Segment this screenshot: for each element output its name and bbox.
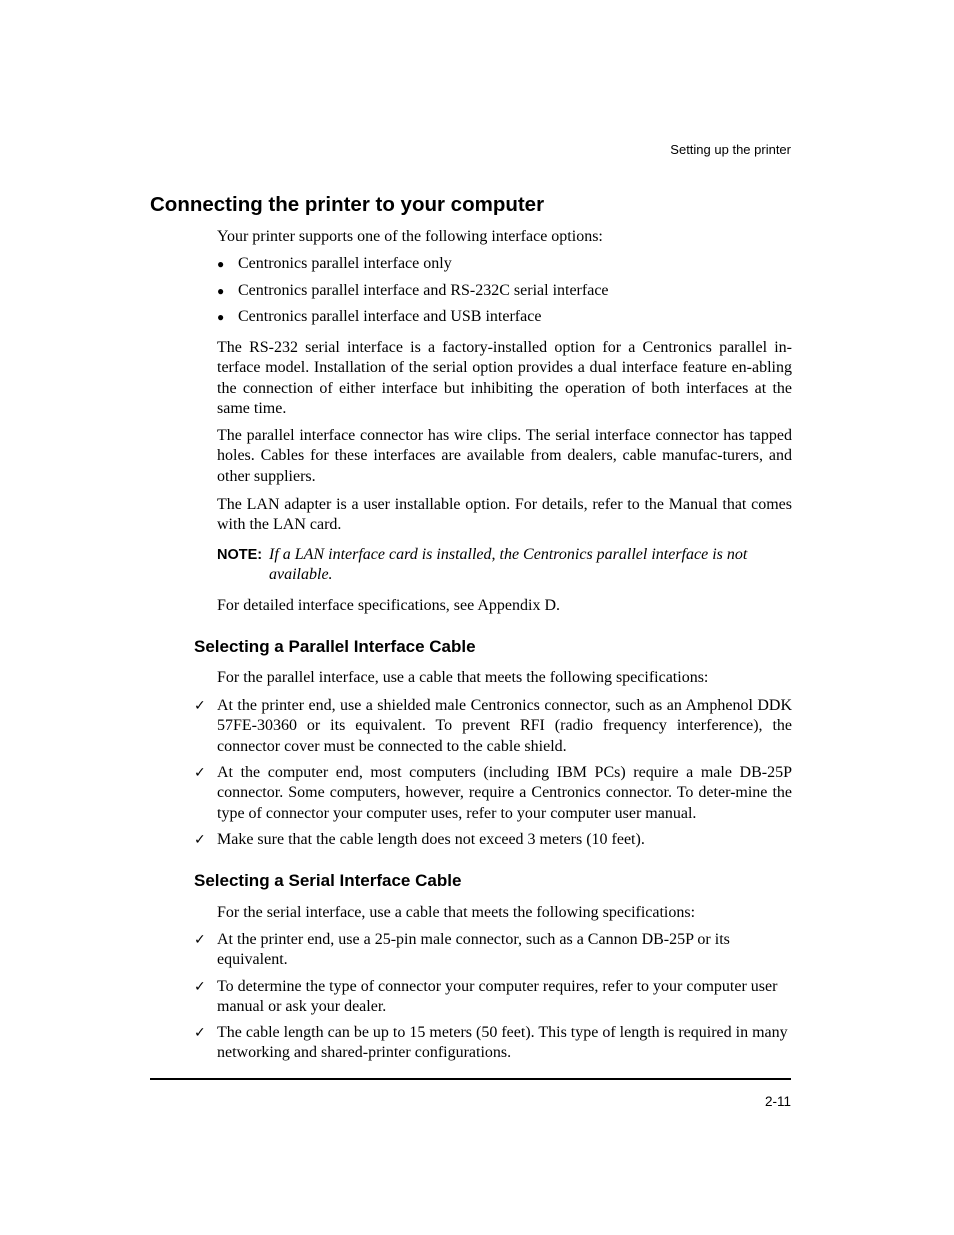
checkmark-icon: ✓: [194, 832, 206, 848]
list-item: [194, 696, 792, 757]
serial-intro: For the serial interface, use a cable that meets the following specifications:: [217, 904, 696, 921]
lan-paragraph: The LAN adapter is a user installable option. For details, refer to the Manual that comes with the LAN card.: [217, 496, 792, 534]
section-heading-parallel: Selecting a Parallel Interface Cable: [194, 637, 476, 656]
page-title: Connecting the printer to your computer: [150, 193, 545, 216]
parallel-intro: For the parallel interface, use a cable that meets the following specifications:: [217, 669, 709, 686]
list-item-text: Centronics parallel interface and USB interface: [238, 308, 542, 325]
connectors-paragraph: The parallel interface connector has wire clips. The serial interface connector has tapped holes. Cables for these interfaces are available from dealers, cable manufac-turers, and other suppliers.: [217, 427, 792, 485]
list-item-text: Centronics parallel interface only: [238, 255, 452, 272]
bullet-icon: ●: [217, 284, 225, 298]
rs232-paragraph: The RS-232 serial interface is a factory-installed option for a Centronics parallel in-terface model. Installation of the serial option provides a dual interface feature en-abling the connection of either interface but inhibiting the operation of both interfaces at the same time.: [217, 339, 792, 418]
list-item-text: At the computer end, most computers (including IBM PCs) require a male DB-25P connector. Some computers, however, require a Centronics connector. To deter-mine the type of connector your computer uses, refer to your computer user manual.: [217, 764, 792, 822]
list-item-text: To determine the type of connector your computer requires, refer to your computer user manual or ask your dealer.: [217, 978, 778, 1016]
checkmark-icon: ✓: [194, 765, 206, 781]
list-item: [194, 977, 792, 1018]
running-header: Setting up the printer: [670, 142, 791, 157]
intro-paragraph: Your printer supports one of the following interface options:: [217, 228, 603, 245]
list-item: [194, 830, 792, 850]
list-item-text: Make sure that the cable length does not exceed 3 meters (10 feet).: [217, 831, 645, 848]
list-item-text: At the printer end, use a 25-pin male connector, such as a Cannon DB-25P or its equivalent.: [217, 931, 730, 969]
checkmark-icon: ✓: [194, 698, 206, 714]
list-item: [194, 930, 792, 971]
note-label: NOTE:: [217, 547, 263, 563]
note-text: If a LAN interface card is installed, the Centronics parallel interface is not available.: [269, 546, 748, 584]
checkmark-icon: ✓: [194, 932, 206, 948]
list-item-text: The cable length can be up to 15 meters (50 feet). This type of length is required in many networking and shared-printer configurations.: [217, 1024, 788, 1062]
section-heading-serial: Selecting a Serial Interface Cable: [194, 871, 462, 890]
note: [217, 545, 792, 584]
checkmark-icon: ✓: [194, 979, 206, 995]
list-item-text: At the printer end, use a shielded male Centronics connector, such as an Amphenol DDK 57FE-30360 or its equivalent. To prevent RFI (radio frequency interference), the connector cover must be connected to the cable shield.: [217, 697, 792, 755]
list-item: [194, 1023, 792, 1064]
page-number: 2-11: [764, 1094, 791, 1109]
bullet-icon: ●: [217, 310, 225, 324]
footer-rule: [150, 1078, 791, 1080]
list-item: [194, 763, 792, 824]
appendix-reference: For detailed interface specifications, see Appendix D.: [217, 597, 560, 614]
bullet-icon: ●: [217, 257, 225, 271]
list-item-text: Centronics parallel interface and RS-232C serial interface: [238, 282, 609, 299]
checkmark-icon: ✓: [194, 1025, 206, 1041]
